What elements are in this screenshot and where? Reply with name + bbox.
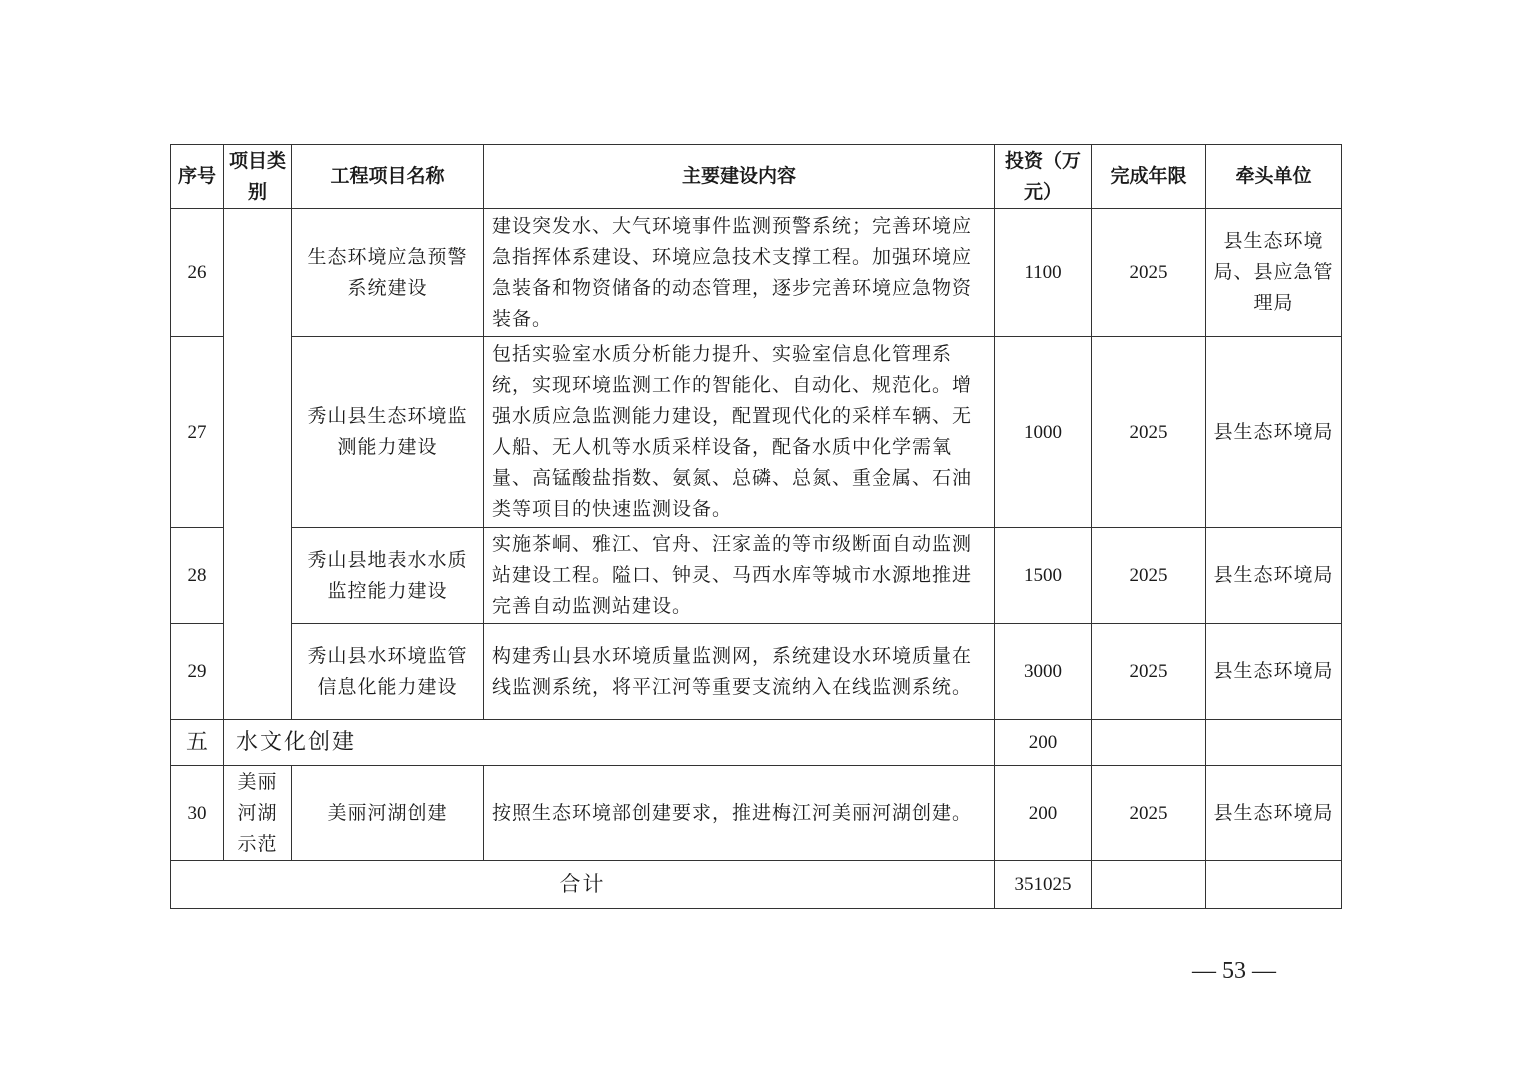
total-investment: 351025	[995, 861, 1092, 909]
row-investment: 1100	[995, 209, 1092, 337]
row-category-empty	[224, 209, 292, 720]
row-investment: 1500	[995, 528, 1092, 624]
row-deadline: 2025	[1092, 337, 1206, 528]
row-deadline: 2025	[1092, 528, 1206, 624]
header-lead: 牵头单位	[1206, 145, 1342, 209]
table-row	[171, 528, 1342, 624]
row-content: 构建秀山县水环境质量监测网，系统建设水环境质量在线监测系统，将平江河等重要支流纳入在线监测系统。	[484, 624, 995, 720]
row-no: 28	[171, 528, 224, 624]
section-no: 五	[171, 720, 224, 766]
section-investment: 200	[995, 720, 1092, 766]
section-deadline-empty	[1092, 720, 1206, 766]
section-title: 水文化创建	[224, 720, 995, 766]
total-label: 合计	[171, 861, 995, 909]
table-row	[171, 337, 1342, 528]
table-row	[171, 624, 1342, 720]
total-deadline-empty	[1092, 861, 1206, 909]
row-investment: 200	[995, 766, 1092, 861]
row-lead: 县生态环境局	[1206, 337, 1342, 528]
row-investment: 1000	[995, 337, 1092, 528]
row-content: 包括实验室水质分析能力提升、实验室信息化管理系统，实现环境监测工作的智能化、自动化、规范化。增强水质应急监测能力建设，配置现代化的采样车辆、无人船、无人机等水质采样设备，配备水质中化学需氧量、高锰酸盐指数、氨氮、总磷、总氮、重金属、石油类等项目的快速监测设备。	[484, 337, 995, 528]
header-no: 序号	[171, 145, 224, 209]
row-name: 秀山县地表水水质监控能力建设	[292, 528, 484, 624]
header-name: 工程项目名称	[292, 145, 484, 209]
row-investment: 3000	[995, 624, 1092, 720]
row-category: 美丽河湖示范	[224, 766, 292, 861]
row-deadline: 2025	[1092, 209, 1206, 337]
header-deadline: 完成年限	[1092, 145, 1206, 209]
row-name: 生态环境应急预警系统建设	[292, 209, 484, 337]
row-no: 27	[171, 337, 224, 528]
row-content: 实施茶峒、雅江、官舟、汪家盖的等市级断面自动监测站建设工程。隘口、钟灵、马西水库等城市水源地推进完善自动监测站建设。	[484, 528, 995, 624]
row-content: 建设突发水、大气环境事件监测预警系统；完善环境应急指挥体系建设、环境应急技术支撑工程。加强环境应急装备和物资储备的动态管理，逐步完善环境应急物资装备。	[484, 209, 995, 337]
header-row	[171, 145, 1342, 209]
section-row	[171, 720, 1342, 766]
header-content: 主要建设内容	[484, 145, 995, 209]
section-lead-empty	[1206, 720, 1342, 766]
row-lead: 县生态环境局	[1206, 624, 1342, 720]
total-row	[171, 861, 1342, 909]
row-content: 按照生态环境部创建要求，推进梅江河美丽河湖创建。	[484, 766, 995, 861]
row-name: 秀山县水环境监管信息化能力建设	[292, 624, 484, 720]
row-deadline: 2025	[1092, 624, 1206, 720]
header-investment: 投资（万元）	[995, 145, 1092, 209]
row-deadline: 2025	[1092, 766, 1206, 861]
page-number: — 53 —	[1192, 958, 1276, 984]
table-row	[171, 766, 1342, 861]
table-row	[171, 209, 1342, 337]
row-name: 美丽河湖创建	[292, 766, 484, 861]
header-category: 项目类别	[224, 145, 292, 209]
row-no: 29	[171, 624, 224, 720]
total-lead-empty	[1206, 861, 1342, 909]
row-name: 秀山县生态环境监测能力建设	[292, 337, 484, 528]
project-table	[170, 144, 1342, 909]
row-no: 30	[171, 766, 224, 861]
row-lead: 县生态环境局、县应急管理局	[1206, 209, 1342, 337]
row-lead: 县生态环境局	[1206, 528, 1342, 624]
row-lead: 县生态环境局	[1206, 766, 1342, 861]
row-no: 26	[171, 209, 224, 337]
